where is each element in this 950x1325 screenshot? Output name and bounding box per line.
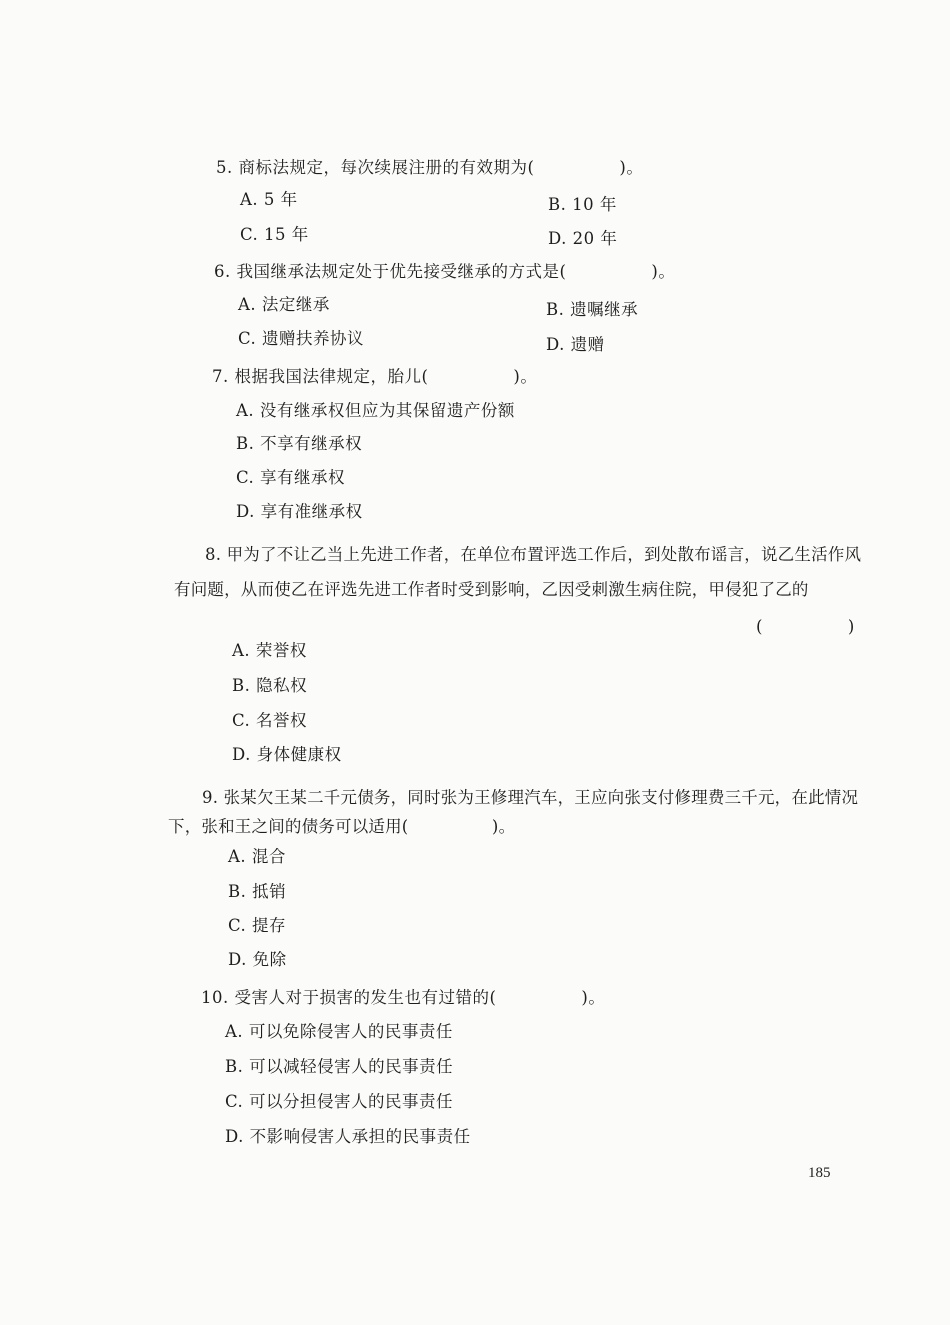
question-5-option-a: A. 5 年 (240, 190, 298, 209)
question-8-answer-blank: ( ) (756, 617, 855, 636)
question-7-option-c: C. 享有继承权 (236, 468, 346, 487)
question-8-option-b: B. 隐私权 (232, 676, 308, 695)
question-8-option-a: A. 荣誉权 (232, 641, 307, 660)
question-8-option-c: C. 名誉权 (232, 711, 308, 730)
question-7-option-d: D. 享有准继承权 (236, 502, 363, 521)
question-10-option-b: B. 可以减轻侵害人的民事责任 (225, 1057, 454, 1076)
question-6-stem: 6. 我国继承法规定处于优先接受继承的方式是( )。 (214, 262, 676, 281)
question-8-stem-line-2: 有问题，从而使乙在评选先进工作者时受到影响，乙因受刺激生病住院，甲侵犯了乙的 (174, 580, 809, 599)
question-9-stem-line-1: 9. 张某欠王某二千元债务，同时张为王修理汽车，王应向张支付修理费三千元，在此情况 (202, 788, 859, 807)
question-8-option-d: D. 身体健康权 (232, 745, 342, 764)
question-9-option-c: C. 提存 (228, 916, 287, 935)
question-7-option-b: B. 不享有继承权 (236, 434, 363, 453)
question-5-option-d: D. 20 年 (548, 229, 618, 248)
question-9-option-d: D. 免除 (228, 950, 287, 969)
question-9-stem-line-2: 下，张和王之间的债务可以适用( )。 (168, 817, 516, 836)
question-5-stem: 5. 商标法规定，每次续展注册的有效期为( )。 (216, 158, 644, 177)
question-6-option-a: A. 法定继承 (238, 295, 330, 314)
question-10-option-a: A. 可以免除侵害人的民事责任 (225, 1022, 453, 1041)
question-7-stem: 7. 根据我国法律规定，胎儿( )。 (212, 367, 538, 386)
question-5-option-c: C. 15 年 (240, 225, 309, 244)
question-10-option-d: D. 不影响侵害人承担的民事责任 (225, 1127, 471, 1146)
question-7-option-a: A. 没有继承权但应为其保留遗产份额 (236, 401, 515, 420)
question-9-option-b: B. 抵销 (228, 882, 287, 901)
question-6-option-b: B. 遗嘱继承 (546, 300, 639, 319)
question-10-option-c: C. 可以分担侵害人的民事责任 (225, 1092, 454, 1111)
question-5-option-b: B. 10 年 (548, 195, 617, 214)
question-8-stem-line-1: 8. 甲为了不让乙当上先进工作者，在单位布置评选工作后，到处散布谣言，说乙生活作风 (205, 545, 862, 564)
question-6-option-d: D. 遗赠 (546, 335, 605, 354)
question-6-option-c: C. 遗赠扶养协议 (238, 329, 365, 348)
question-10-stem: 10. 受害人对于损害的发生也有过错的( )。 (201, 988, 606, 1007)
page-number: 185 (808, 1165, 831, 1181)
question-9-option-a: A. 混合 (228, 847, 286, 866)
